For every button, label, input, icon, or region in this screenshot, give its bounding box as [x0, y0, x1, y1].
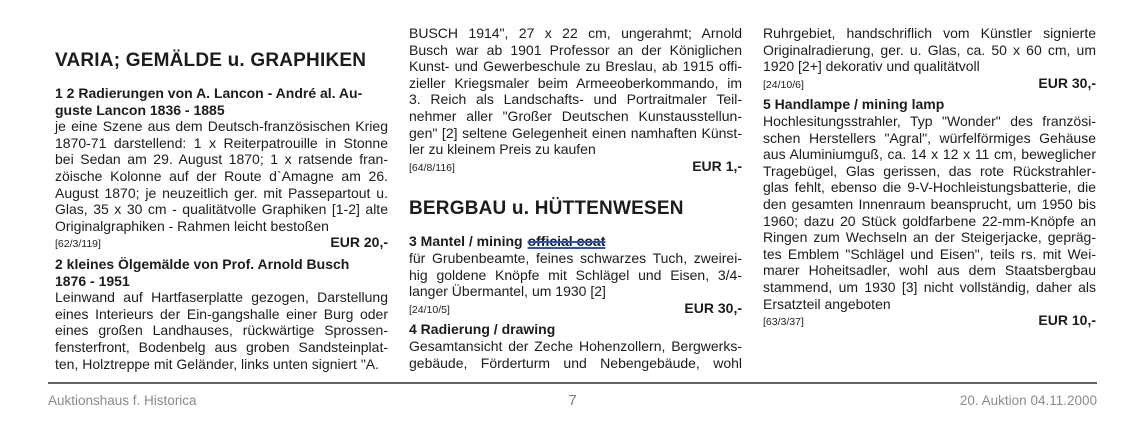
- lot-2-reference: [64/8/116]: [409, 161, 455, 174]
- lot-1-price: EUR 20,-: [330, 234, 388, 251]
- lot-3-price: EUR 30,-: [684, 299, 742, 316]
- lot-3-title: [409, 233, 742, 250]
- column-3: [763, 25, 1096, 372]
- lot-4-title: 4 Radierung / drawing: [409, 321, 556, 338]
- lot-5-refline: [763, 312, 1096, 331]
- lot-1-refline: [55, 234, 388, 253]
- lot-4-price: EUR 30,-: [1038, 74, 1096, 91]
- lot-1-description: je eine Szene aus dem Deutsch-französischen Krieg 1870-71 darstellend: 1 x Reiterpatrouille in Stonne bei Sedan am 29. August 1870; 1 x ratsende fran- zöische Kolonne auf der Route d`Amagne am 26. August 1870; je neuzeitlich ger. mit Passepartout u. Glas, 35 x 30 cm - qualitätvolle Graphiken [1-2] alte Originalgraphiken - Rahmen leicht bestoßen: [55, 118, 388, 234]
- column-2: [409, 25, 742, 372]
- footer-auction-info: 20. Auktion 04.11.2000: [959, 393, 1098, 408]
- lot-3-reference: [24/10/5]: [409, 303, 450, 316]
- lot-2-description: Leinwand auf Hartfaserplatte gezogen, Darstellung eines Interieurs der Ein-gangshalle einer Burg oder eines großen Landhauses, rückwärtige Sprossen- fensterfront, Bodenbelg aus groben Sandsteinplat- ten, Holztreppe mit Geländer, links unten signiert "A.: [55, 289, 388, 372]
- lot-2-refline: [409, 158, 742, 177]
- page-number: 7: [568, 392, 577, 409]
- lot-3-refline: [409, 300, 742, 319]
- section-heading-varia: VARIA; GEMÄLDE u. GRAPHIKEN: [55, 50, 367, 71]
- section-heading-bergbau: BERGBAU u. HÜTTENWESEN: [409, 198, 684, 220]
- lot-4-refline: [763, 75, 1096, 94]
- lot-2-title: 2 kleines Ölgemälde von Prof. Arnold Busch 1876 - 1951: [55, 255, 350, 289]
- lot-3-title-text: 3 Mantel / mining: [409, 233, 523, 250]
- lot-2-description-continued: BUSCH 1914", 27 x 22 cm, ungerahmt; Arnold Busch war ab 1901 Professor an der Königlichen Kunst- und Gewerbeschule zu Breslau, ab 1915 offi- zieller Kriegsmaler beim Armeeoberkommando, im 3. Reich als Landschafts- und Portraitmaler Teil- nehmer aller "Großer Deutschen Kunstausstellun- gen" [2] seltene Gelegenheit einen namhaften Künst- ler zu kleinem Preis zu kaufen: [409, 25, 742, 158]
- lot-4-reference: [24/10/6]: [763, 78, 804, 91]
- lot-5-description: Hochlesitungsstrahler, Typ "Wonder" des französi- schen Herstellers "Agral", würfelförmiges Gehäuse aus Aluminiumguß, ca. 14 x 12 x 11 cm, beweglicher Tragebügel, Glas gerissen, das rote Rückstrahler- glas fehlt, ebenso die 9-V-Hochleistungsbatterie, die den gesamten Innenraum beansprucht, um 1950 bis 1960; dazu 20 Stück goldfarbene 22-mm-Knöpfe an Ringen zum Wechseln an der Steigerjacke, gepräg- tes Emblem "Schlägel und Eisen", teils rs. mit Wei- marer Hoheitsadler, wohl aus dem Staatsbergbau stammend, um 1930 [3] nicht vollständig, daher als Ersatzteil angeboten: [763, 112, 1096, 312]
- footer-publisher: Auktionshaus f. Historica: [48, 393, 197, 408]
- footer-row: [48, 384, 1097, 409]
- lot-5-price: EUR 10,-: [1038, 312, 1096, 329]
- lot-5-title: 5 Handlampe / mining lamp: [763, 96, 945, 113]
- column-1: [55, 25, 388, 372]
- lot-5-reference: [63/3/37]: [763, 316, 804, 329]
- lot-4-description-continued: Ruhrgebiet, handschriflich vom Künstler signierte Originalradierung, ger. u. Glas, ca. 50 x 60 cm, um 1920 [2+] dekorativ und qualitätvoll: [763, 25, 1096, 75]
- lot-1-reference: [62/3/119]: [55, 238, 101, 251]
- lot-3-description: für Grubenbeamte, feines schwarzes Tuch, zweirei- hig goldene Knöpfe mit Schlägel und Eisen, 3/4- langer Übermantel, um 1930 [2]: [409, 249, 742, 300]
- lot-1-title: 1 2 Radierungen von A. Lancon - André al. Au- guste Lancon 1836 - 1885: [55, 85, 363, 118]
- lot-2-price: EUR 1,-: [692, 157, 742, 174]
- lot-4-description: Gesamtansicht der Zeche Hohenzollern, Bergwerks- gebäude, Förderturm und Nebengebäude, wohl: [409, 337, 742, 371]
- lot-3-title-revision-marked-text: official coat: [527, 233, 606, 250]
- page-footer: [48, 382, 1097, 409]
